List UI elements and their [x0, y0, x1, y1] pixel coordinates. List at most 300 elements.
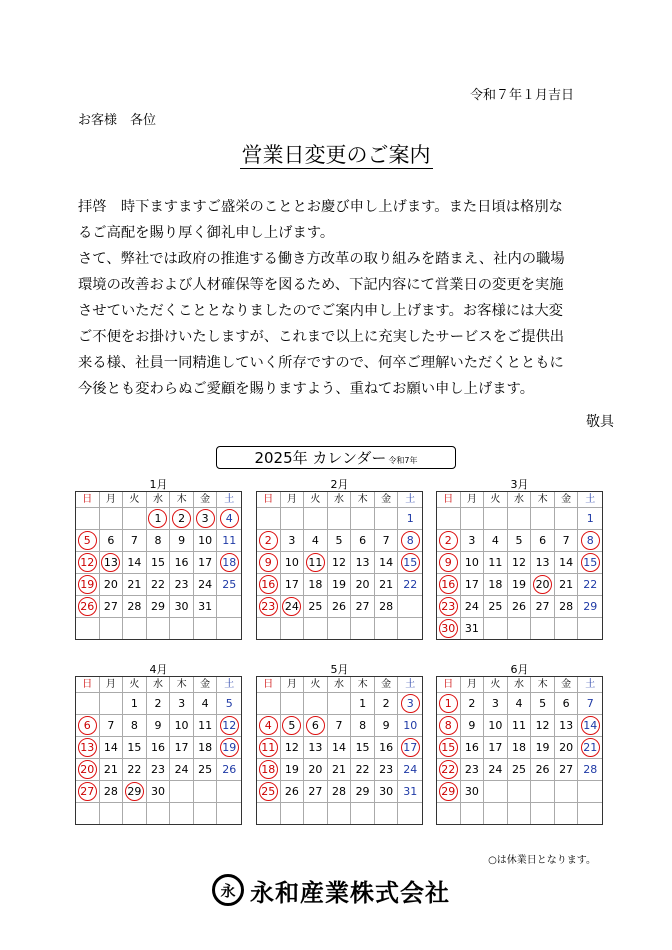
- calendar-day: 29: [578, 596, 602, 618]
- calendar-day: 31: [461, 618, 485, 639]
- empty-day: [170, 618, 194, 639]
- empty-day: [194, 618, 218, 639]
- calendar-day: 1: [351, 693, 375, 715]
- month-name: 5月: [330, 663, 349, 676]
- weekday-header: 水: [508, 492, 532, 508]
- month-name: 6月: [510, 663, 529, 676]
- weekday-header: 土: [217, 677, 241, 693]
- calendar-day: 9: [375, 715, 399, 737]
- empty-day: [508, 508, 532, 530]
- body-line: 来る様、社員一同精進していく所存ですので、何卒ご理解いただくとともに: [78, 355, 564, 371]
- calendar-day: 10: [194, 530, 218, 552]
- calendar-day: 14: [123, 552, 147, 574]
- empty-day: [123, 803, 147, 824]
- holiday-day: 8: [578, 530, 602, 552]
- empty-day: [281, 508, 305, 530]
- empty-day: [484, 618, 508, 639]
- empty-day: [578, 618, 602, 639]
- weekday-header: 日: [76, 492, 100, 508]
- closing-word: 敬具: [586, 414, 614, 430]
- calendar-day: 21: [123, 574, 147, 596]
- empty-day: [194, 803, 218, 824]
- empty-day: [328, 693, 352, 715]
- empty-day: [508, 803, 532, 824]
- calendar-day: 19: [328, 574, 352, 596]
- weekday-header: 日: [257, 492, 281, 508]
- holiday-day: 9: [257, 552, 281, 574]
- empty-day: [555, 803, 579, 824]
- calendar-day: 22: [578, 574, 602, 596]
- calendar-day: 6: [100, 530, 124, 552]
- calendar-day: 6: [351, 530, 375, 552]
- body-line: ご不便をお掛けいたしますが、これまで以上に充実したサービスをご提供出: [78, 329, 565, 345]
- calendar-day: 3: [281, 530, 305, 552]
- empty-day: [304, 618, 328, 639]
- calendar-day: 8: [147, 530, 171, 552]
- empty-day: [578, 781, 602, 803]
- calendar-day: 9: [461, 715, 485, 737]
- document-title: 営業日変更のご案内: [241, 143, 431, 167]
- holiday-day: 8: [437, 715, 461, 737]
- calendar-day: 2: [147, 693, 171, 715]
- empty-day: [328, 618, 352, 639]
- holiday-day: 5: [281, 715, 305, 737]
- calendar-day: 28: [375, 596, 399, 618]
- calendar-day: 21: [100, 759, 124, 781]
- calendar-day: 19: [531, 737, 555, 759]
- weekday-header: 金: [194, 492, 218, 508]
- empty-day: [351, 508, 375, 530]
- month-grid: [75, 676, 242, 825]
- empty-day: [555, 508, 579, 530]
- holiday-day: 14: [578, 715, 602, 737]
- weekday-header: 金: [194, 677, 218, 693]
- calendar-day: 8: [351, 715, 375, 737]
- calendar-day: 28: [578, 759, 602, 781]
- holiday-day: 15: [437, 737, 461, 759]
- calendar-day: 3: [170, 693, 194, 715]
- calendar-day: 27: [531, 596, 555, 618]
- calendar-day: 7: [578, 693, 602, 715]
- calendar-title-box: [216, 446, 456, 469]
- month-grid: [256, 491, 423, 640]
- calendar-day: 1: [123, 693, 147, 715]
- body-line: 環境の改善および人材確保等を図るため、下記内容にて営業日の変更を実施: [78, 277, 564, 293]
- holiday-day: 29: [437, 781, 461, 803]
- calendar-day: 6: [555, 693, 579, 715]
- empty-day: [100, 693, 124, 715]
- calendar-day: 14: [555, 552, 579, 574]
- calendar-day: 10: [281, 552, 305, 574]
- empty-day: [508, 781, 532, 803]
- holiday-day: 25: [257, 781, 281, 803]
- empty-day: [100, 508, 124, 530]
- empty-day: [375, 508, 399, 530]
- calendar-day: 30: [375, 781, 399, 803]
- empty-day: [217, 781, 241, 803]
- calendar-day: 27: [304, 781, 328, 803]
- calendar-day: 24: [461, 596, 485, 618]
- weekday-header: 水: [147, 492, 171, 508]
- holiday-day: 19: [76, 574, 100, 596]
- calendar-day: 14: [375, 552, 399, 574]
- weekday-header: 火: [484, 677, 508, 693]
- empty-day: [508, 618, 532, 639]
- weekday-header: 木: [531, 677, 555, 693]
- holiday-day: 2: [257, 530, 281, 552]
- calendar-day: 8: [123, 715, 147, 737]
- month-calendar-4: [75, 663, 242, 825]
- calendar-day: 6: [531, 530, 555, 552]
- document-date: 令和７年１月吉日: [470, 88, 575, 103]
- empty-day: [484, 803, 508, 824]
- weekday-header: 火: [304, 677, 328, 693]
- empty-day: [257, 693, 281, 715]
- weekday-header: 金: [555, 677, 579, 693]
- month-grid: [75, 491, 242, 640]
- calendar-day: 28: [328, 781, 352, 803]
- calendar-day: 2: [375, 693, 399, 715]
- calendar-day: 17: [281, 574, 305, 596]
- weekday-header: 土: [398, 677, 422, 693]
- holiday-day: 6: [76, 715, 100, 737]
- calendar-era: 令和7年: [388, 456, 418, 465]
- calendar-day: 17: [170, 737, 194, 759]
- holiday-day: 30: [437, 618, 461, 639]
- empty-day: [217, 596, 241, 618]
- calendar-day: 7: [123, 530, 147, 552]
- calendar-day: 20: [351, 574, 375, 596]
- holiday-day: 15: [578, 552, 602, 574]
- weekday-header: 木: [531, 492, 555, 508]
- calendar-day: 25: [304, 596, 328, 618]
- calendar-day: 4: [484, 530, 508, 552]
- empty-day: [531, 618, 555, 639]
- calendar-day: 17: [194, 552, 218, 574]
- calendar-day: 9: [147, 715, 171, 737]
- holiday-day: 19: [217, 737, 241, 759]
- holiday-day: 4: [217, 508, 241, 530]
- holiday-day: 6: [304, 715, 328, 737]
- calendar-day: 21: [328, 759, 352, 781]
- month-grid: [436, 491, 603, 640]
- empty-day: [217, 618, 241, 639]
- empty-day: [531, 508, 555, 530]
- empty-day: [123, 508, 147, 530]
- calendar-day: 11: [194, 715, 218, 737]
- calendar-day: 7: [375, 530, 399, 552]
- calendar-day: 7: [100, 715, 124, 737]
- empty-day: [484, 781, 508, 803]
- document-title-wrap: [0, 139, 672, 169]
- weekday-header: 金: [375, 677, 399, 693]
- weekday-header: 土: [578, 492, 602, 508]
- calendar-day: 20: [100, 574, 124, 596]
- calendar-day: 1: [398, 508, 422, 530]
- empty-day: [76, 693, 100, 715]
- weekday-header: 土: [398, 492, 422, 508]
- month-name: 2月: [330, 478, 349, 491]
- calendar-day: 29: [351, 781, 375, 803]
- calendar-day: 16: [170, 552, 194, 574]
- weekday-header: 水: [328, 677, 352, 693]
- empty-day: [555, 618, 579, 639]
- holiday-note: ○は休業日となります。: [488, 855, 596, 866]
- empty-day: [76, 618, 100, 639]
- weekday-header: 月: [461, 677, 485, 693]
- weekday-header: 火: [123, 677, 147, 693]
- month-calendar-1: [75, 478, 242, 640]
- calendar-day: 22: [351, 759, 375, 781]
- holiday-day: 3: [194, 508, 218, 530]
- empty-day: [461, 803, 485, 824]
- empty-day: [375, 803, 399, 824]
- weekday-header: 金: [555, 492, 579, 508]
- holiday-day: 2: [170, 508, 194, 530]
- weekday-header: 日: [76, 677, 100, 693]
- weekday-header: 月: [281, 677, 305, 693]
- calendar-day: 23: [170, 574, 194, 596]
- holiday-day: 1: [437, 693, 461, 715]
- calendar-day: 18: [304, 574, 328, 596]
- weekday-header: 水: [508, 677, 532, 693]
- month-calendar-2: [256, 478, 423, 640]
- weekday-header: 日: [437, 492, 461, 508]
- calendar-day: 16: [375, 737, 399, 759]
- calendar-day: 10: [484, 715, 508, 737]
- weekday-header: 日: [257, 677, 281, 693]
- calendar-day: 15: [351, 737, 375, 759]
- company-logo: 永: [212, 874, 244, 906]
- calendar-day: 22: [123, 759, 147, 781]
- empty-day: [217, 803, 241, 824]
- body-line: 今後とも変わらぬご愛顧を賜りますよう、重ねてお願い申し上げます。: [78, 381, 534, 397]
- calendar-day: 19: [281, 759, 305, 781]
- calendar-day: 10: [461, 552, 485, 574]
- weekday-header: 月: [100, 677, 124, 693]
- empty-day: [304, 803, 328, 824]
- calendar-day: 20: [555, 737, 579, 759]
- calendar-day: 28: [100, 781, 124, 803]
- calendar-day: 3: [461, 530, 485, 552]
- body-line: るご高配を賜り厚く御礼申し上げます。: [78, 225, 335, 241]
- calendar-day: 10: [170, 715, 194, 737]
- calendar-day: 4: [194, 693, 218, 715]
- empty-day: [281, 803, 305, 824]
- calendar-day: 24: [194, 574, 218, 596]
- calendar-day: 18: [194, 737, 218, 759]
- calendar-day: 23: [375, 759, 399, 781]
- calendar-day: 29: [147, 596, 171, 618]
- calendar-day: 23: [147, 759, 171, 781]
- body-line: させていただくこととなりましたのでご案内申し上げます。お客様には大変: [78, 303, 563, 319]
- calendar-day: 15: [123, 737, 147, 759]
- calendar-day: 25: [508, 759, 532, 781]
- calendar-day: 30: [461, 781, 485, 803]
- calendar-day: 7: [555, 530, 579, 552]
- empty-day: [100, 618, 124, 639]
- calendar-day: 18: [508, 737, 532, 759]
- weekday-header: 火: [123, 492, 147, 508]
- weekday-header: 金: [375, 492, 399, 508]
- empty-day: [123, 618, 147, 639]
- calendar-day: 7: [328, 715, 352, 737]
- empty-day: [437, 508, 461, 530]
- month-calendar-6: [436, 663, 603, 825]
- empty-day: [257, 508, 281, 530]
- calendar-day: 16: [461, 737, 485, 759]
- calendar-day: 30: [170, 596, 194, 618]
- empty-day: [147, 618, 171, 639]
- empty-day: [437, 803, 461, 824]
- calendar-day: 22: [398, 574, 422, 596]
- month-name: 1月: [149, 478, 168, 491]
- calendar-day: 14: [100, 737, 124, 759]
- company-footer: [212, 870, 450, 910]
- holiday-day: 11: [257, 737, 281, 759]
- calendar-day: 1: [578, 508, 602, 530]
- calendar-day: 31: [398, 781, 422, 803]
- calendar-day: 5: [531, 693, 555, 715]
- holiday-day: 27: [76, 781, 100, 803]
- holiday-day: 23: [257, 596, 281, 618]
- calendar-day: 11: [508, 715, 532, 737]
- calendar-day: 15: [147, 552, 171, 574]
- empty-day: [328, 803, 352, 824]
- empty-day: [555, 781, 579, 803]
- calendar-day: 25: [194, 759, 218, 781]
- calendar-day: 9: [170, 530, 194, 552]
- weekday-header: 土: [217, 492, 241, 508]
- holiday-day: 12: [76, 552, 100, 574]
- holiday-day: 21: [578, 737, 602, 759]
- weekday-header: 火: [484, 492, 508, 508]
- empty-day: [76, 508, 100, 530]
- holiday-day: 1: [147, 508, 171, 530]
- calendar-day: 25: [217, 574, 241, 596]
- calendar-day: 26: [328, 596, 352, 618]
- calendar-day: 5: [217, 693, 241, 715]
- calendar-day: 27: [100, 596, 124, 618]
- weekday-header: 水: [328, 492, 352, 508]
- month-name: 3月: [510, 478, 529, 491]
- empty-day: [257, 618, 281, 639]
- empty-day: [351, 803, 375, 824]
- calendar-day: 25: [484, 596, 508, 618]
- calendar-day: 26: [217, 759, 241, 781]
- holiday-day: 22: [437, 759, 461, 781]
- holiday-day: 13: [76, 737, 100, 759]
- holiday-day: 15: [398, 552, 422, 574]
- weekday-header: 木: [351, 492, 375, 508]
- calendar-day: 13: [304, 737, 328, 759]
- letter-body: [78, 194, 618, 402]
- weekday-header: 土: [578, 677, 602, 693]
- calendar-day: 12: [531, 715, 555, 737]
- empty-day: [375, 618, 399, 639]
- calendar-day: 23: [461, 759, 485, 781]
- holiday-day: 23: [437, 596, 461, 618]
- company-name: 永和産業株式会社: [250, 878, 450, 907]
- weekday-header: 水: [147, 677, 171, 693]
- calendar-day: 5: [328, 530, 352, 552]
- addressee: お客様 各位: [78, 113, 157, 128]
- calendar-day: 24: [484, 759, 508, 781]
- holiday-day: 29: [123, 781, 147, 803]
- empty-day: [531, 781, 555, 803]
- calendar-day: 20: [304, 759, 328, 781]
- calendar-title: 2025年 カレンダー: [254, 449, 387, 467]
- holiday-day: 16: [437, 574, 461, 596]
- weekday-header: 木: [170, 492, 194, 508]
- month-name: 4月: [149, 663, 168, 676]
- calendar-day: 21: [555, 574, 579, 596]
- holiday-day: 20: [76, 759, 100, 781]
- weekday-header: 火: [304, 492, 328, 508]
- holiday-day: 12: [217, 715, 241, 737]
- calendar-day: 13: [351, 552, 375, 574]
- holiday-day: 8: [398, 530, 422, 552]
- calendar-day: 26: [508, 596, 532, 618]
- empty-day: [531, 803, 555, 824]
- empty-day: [398, 618, 422, 639]
- empty-day: [461, 508, 485, 530]
- calendar-day: 10: [398, 715, 422, 737]
- calendar-day: 18: [484, 574, 508, 596]
- calendar-day: 4: [508, 693, 532, 715]
- calendar-day: 27: [351, 596, 375, 618]
- month-calendar-3: [436, 478, 603, 640]
- empty-day: [328, 508, 352, 530]
- calendar-day: 17: [484, 737, 508, 759]
- empty-day: [304, 693, 328, 715]
- empty-day: [281, 618, 305, 639]
- holiday-day: 5: [76, 530, 100, 552]
- month-grid: [256, 676, 423, 825]
- calendar-day: 3: [484, 693, 508, 715]
- holiday-day: 2: [437, 530, 461, 552]
- empty-day: [257, 803, 281, 824]
- empty-day: [170, 781, 194, 803]
- month-grid: [436, 676, 603, 825]
- weekday-header: 木: [351, 677, 375, 693]
- weekday-header: 木: [170, 677, 194, 693]
- holiday-day: 9: [437, 552, 461, 574]
- empty-day: [281, 693, 305, 715]
- weekday-header: 月: [281, 492, 305, 508]
- calendar-day: 19: [508, 574, 532, 596]
- calendar-day: 12: [281, 737, 305, 759]
- weekday-header: 日: [437, 677, 461, 693]
- calendar-day: 5: [508, 530, 532, 552]
- body-line: 拝啓 時下ますますご盛栄のこととお慶び申し上げます。また日頃は格別な: [78, 199, 563, 215]
- calendar-day: 2: [461, 693, 485, 715]
- empty-day: [170, 803, 194, 824]
- weekday-header: 月: [100, 492, 124, 508]
- body-line: さて、弊社では政府の推進する働き方改革の取り組みを踏まえ、社内の職場: [78, 251, 565, 267]
- holiday-day: 13: [100, 552, 124, 574]
- calendar-day: 22: [147, 574, 171, 596]
- calendar-day: 13: [555, 715, 579, 737]
- calendar-day: 27: [555, 759, 579, 781]
- calendar-day: 13: [531, 552, 555, 574]
- holiday-day: 24: [281, 596, 305, 618]
- empty-day: [398, 803, 422, 824]
- month-calendar-5: [256, 663, 423, 825]
- holiday-day: 4: [257, 715, 281, 737]
- empty-day: [578, 803, 602, 824]
- calendar-day: 14: [328, 737, 352, 759]
